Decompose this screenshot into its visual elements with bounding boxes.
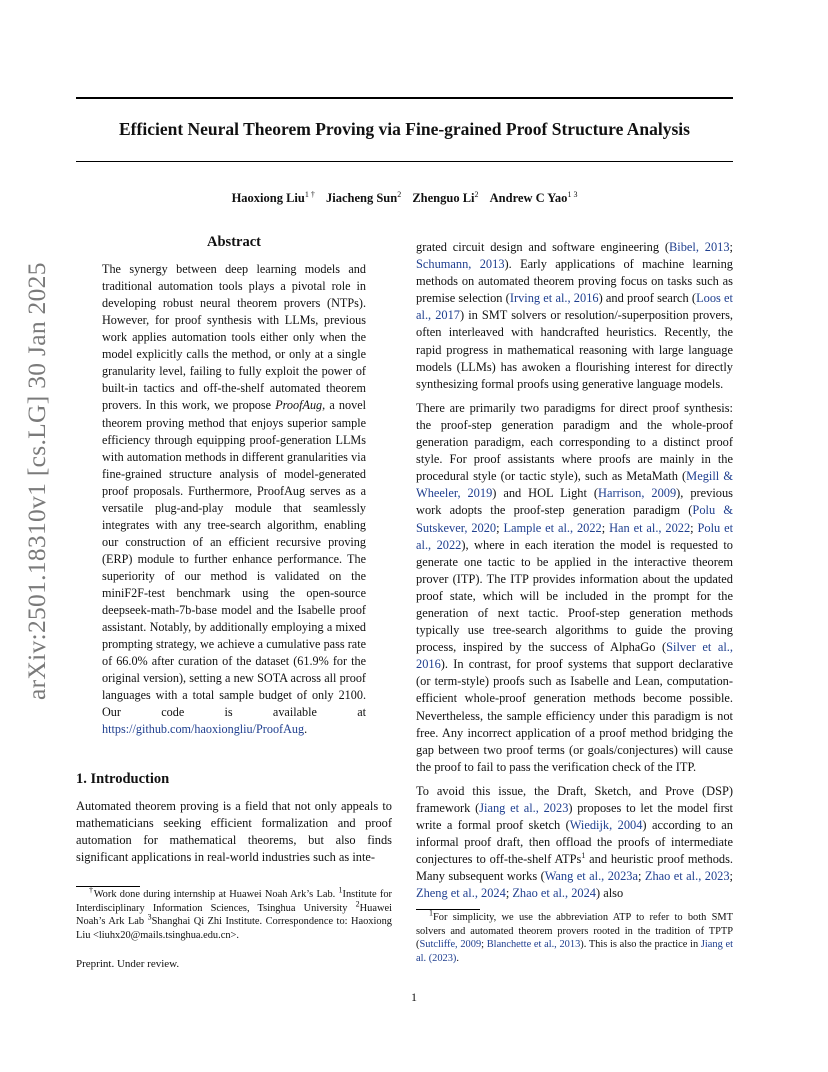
author-name: Haoxiong Liu bbox=[231, 191, 305, 205]
paper-title: Efficient Neural Theorem Proving via Fine-grained Proof Structure Analysis bbox=[119, 119, 690, 139]
footnote-rule-right bbox=[416, 909, 480, 910]
author-affiliation-mark: 1 3 bbox=[567, 189, 578, 199]
author-affiliation-mark: 2 bbox=[397, 189, 402, 199]
citation-link[interactable]: Polu et al., 2022 bbox=[416, 520, 734, 552]
citation-link[interactable]: Harrison, 2009 bbox=[598, 486, 677, 501]
abstract-heading: Abstract bbox=[207, 234, 261, 250]
citation-link[interactable]: Zheng et al., 2024 bbox=[416, 886, 506, 901]
citation-link[interactable]: Bibel, 2013 bbox=[669, 240, 730, 254]
left-column bbox=[76, 234, 392, 866]
page-number: 1 bbox=[411, 990, 417, 1004]
citation-link[interactable]: Irving et al., 2016 bbox=[509, 291, 599, 306]
footnote-rule-left bbox=[76, 886, 140, 887]
author-affiliation-mark: 1 † bbox=[304, 189, 315, 199]
author-2 bbox=[326, 191, 401, 205]
citation-link[interactable]: Blanchette et al., 2013 bbox=[486, 939, 581, 950]
author-name: Zhenguo Li bbox=[412, 191, 475, 205]
citation-link[interactable]: Polu & Sutskever, 2020 bbox=[416, 503, 734, 535]
preprint-note: Preprint. Under review. bbox=[76, 958, 180, 970]
citation-link[interactable]: Zhao et al., 2024 bbox=[512, 886, 596, 901]
introduction-paragraph-1: Automated theorem proving is a field that not only appeals to mathematicians seeking efficient formalization and proof automation for mathematical theorems, but also finds significant applications in real-world industries such as inte- bbox=[76, 798, 392, 864]
introduction-paragraph-2: grated circuit design and software engineering (Bibel, 2013; Schumann, 2013). Early applications of machine learning methods on automated theorem proving focus on tasks such as premise selection (Irving et al., 2016) and proof search (Loos et al., 2017) in SMT solvers or resolution/-superposition provers, often interleaved with handcrafted heuristics. Recently, the rapid progress in mathematical reasoning with large language models (LLMs) has awoken a flourishing interest for directly synthesizing formal proofs using generative language models. bbox=[416, 240, 733, 391]
citation-link[interactable]: Wang et al., 2023a bbox=[544, 869, 638, 884]
citation-link[interactable]: Jiang et al. (2023) bbox=[416, 939, 733, 964]
arxiv-side-identifier: arXiv:2501.18310v1 [cs.LG] 30 Jan 2025 bbox=[22, 262, 51, 700]
citation-link[interactable]: Loos et al., 2017 bbox=[416, 291, 733, 323]
right-column bbox=[416, 239, 733, 910]
citation-link[interactable]: Wiedijk, 2004 bbox=[569, 818, 643, 833]
author-affiliation-mark: 2 bbox=[474, 189, 479, 199]
atp-footnote: $^1$For simplicity, we use the abbreviation ATP to refer to both SMT solvers and automated theorem provers rooted in the tradition of TPTP (Sutcliffe, 2009; Blanchette et al., 2013). This is also the practice in Jiang et al. (2023). bbox=[416, 908, 733, 964]
abstract-text: The synergy between deep learning models and traditional automation tools plays a pivotal role in developing robust neural theorem provers (NTPs). However, for proof synthesis with LLMs, previous work applies automation tools either only when the model explicitly calls the method, or only at a single granularity level, failing to fully exploit the power of built-in tactics and off-the-shelf automated theorem provers. In this work, we propose ProofAug, a novel theorem proving method that enjoys superior sample efficiency through equipping proof-generation LLMs with automation methods in different granularities via fine-grained structure analysis of model-generated proof proposals. Furthermore, ProofAug serves as a versatile plug-and-play module that seamlessly integrates with any tree-search algorithm, enabling our construction of an efficient recursive proving (ERP) module to further enhance performance. The superiority of our method is validated on the miniF2F-test benchmark using the open-source deepseek-math-7b-base model and the Isabelle proof assistant. Notably, by additionally employing a mixed prompting strategy, we achieve a cumulative pass rate of 66.0% after curation of the dataset (61.9% for the original version), setting a new SOTA across all proof languages with a total sample budget of only 2100. Our code is available at https://github.com/haoxiongliu/ProofAug. bbox=[102, 262, 366, 737]
citation-link[interactable]: Sutcliffe, 2009 bbox=[419, 939, 482, 950]
author-list bbox=[76, 191, 733, 206]
citation-link[interactable]: Zhao et al., 2023 bbox=[644, 869, 730, 884]
introduction-paragraph-4: To avoid this issue, the Draft, Sketch, and Prove (DSP) framework (Jiang et al., 2023) proposes to let the model first write a formal proof sketch (Wiedijk, 2004) according to an informal proof draft, then offload the proofs of intermediate conjectures to off-the-shelf ATPs$^1$ and heuristic proof methods. Many subsequent works (Wang et al., 2023a; Zhao et al., 2023; Zheng et al., 2024; Zhao et al., 2024) also bbox=[416, 783, 734, 901]
code-link[interactable]: https://github.com/haoxiongliu/ProofAug bbox=[102, 722, 305, 737]
author-name: Andrew C Yao bbox=[489, 191, 568, 205]
author-1 bbox=[232, 191, 315, 205]
citation-link[interactable]: Jiang et al., 2023 bbox=[479, 801, 569, 815]
author-name: Jiacheng Sun bbox=[325, 191, 398, 205]
citation-link[interactable]: Han et al., 2022 bbox=[609, 520, 691, 535]
citation-link[interactable]: Megill & Wheeler, 2019 bbox=[416, 469, 733, 501]
section-heading-introduction: 1. Introduction bbox=[76, 771, 170, 788]
affiliation-footnote: †Work done during internship at Huawei Noah Ark’s Lab. $^1$Institute for Interdisciplinary Information Sciences, Tsinghua University $^2$Huawei Noah’s Ark Lab $^3$Shanghai Qi Zhi Institute. Correspondence to: Haoxiong Liu <liuhx20@mails.tsinghua.edu.cn>. bbox=[76, 885, 392, 941]
introduction-paragraph-3: There are primarily two paradigms for direct proof synthesis: the proof-step generation paradigm and the whole-proof generation paradigm, each corresponding to a distinct proof style. For proof assistants where proofs are mainly in the procedural style (or tactic style), such as MetaMath (Megill & Wheeler, 2019) and HOL Light (Harrison, 2009), previous work adopts the proof-step generation paradigm (Polu & Sutskever, 2020; Lample et al., 2022; Han et al., 2022; Polu et al., 2022), where in each iteration the model is requested to generate one tactic to be applied in the interactive theorem prover (ITP). The ITP provides information about the updated proof state, which will be included in the prompt for the generation of next tactic. Proof-step generation methods typically use tree-search algorithms to guide the proving process, inspired by the success of AlphaGo (Silver et al., 2016). In contrast, for proof systems that support declarative (or term-style) proofs such as Isabelle and Lean, computation-efficient whole-proof generation methods become possible. Nevertheless, the sample efficiency under this paradigm is not free. Any incorrect application of a proof method bridging the gap between two proof terms (or goals/conjectures) will cause the proof to fail to pass the verification check of the ITP. bbox=[416, 400, 734, 774]
citation-link[interactable]: Silver et al., 2016 bbox=[416, 640, 733, 672]
citation-link[interactable]: Lample et al., 2022 bbox=[503, 520, 602, 535]
title-rule-bottom bbox=[76, 161, 733, 162]
citation-link[interactable]: Schumann, 2013 bbox=[416, 257, 505, 272]
author-4 bbox=[490, 191, 578, 205]
footnote-marker: 1 bbox=[581, 851, 586, 861]
author-3 bbox=[412, 191, 478, 205]
method-name: ProofAug bbox=[275, 398, 323, 413]
title-rule-top bbox=[76, 97, 733, 99]
